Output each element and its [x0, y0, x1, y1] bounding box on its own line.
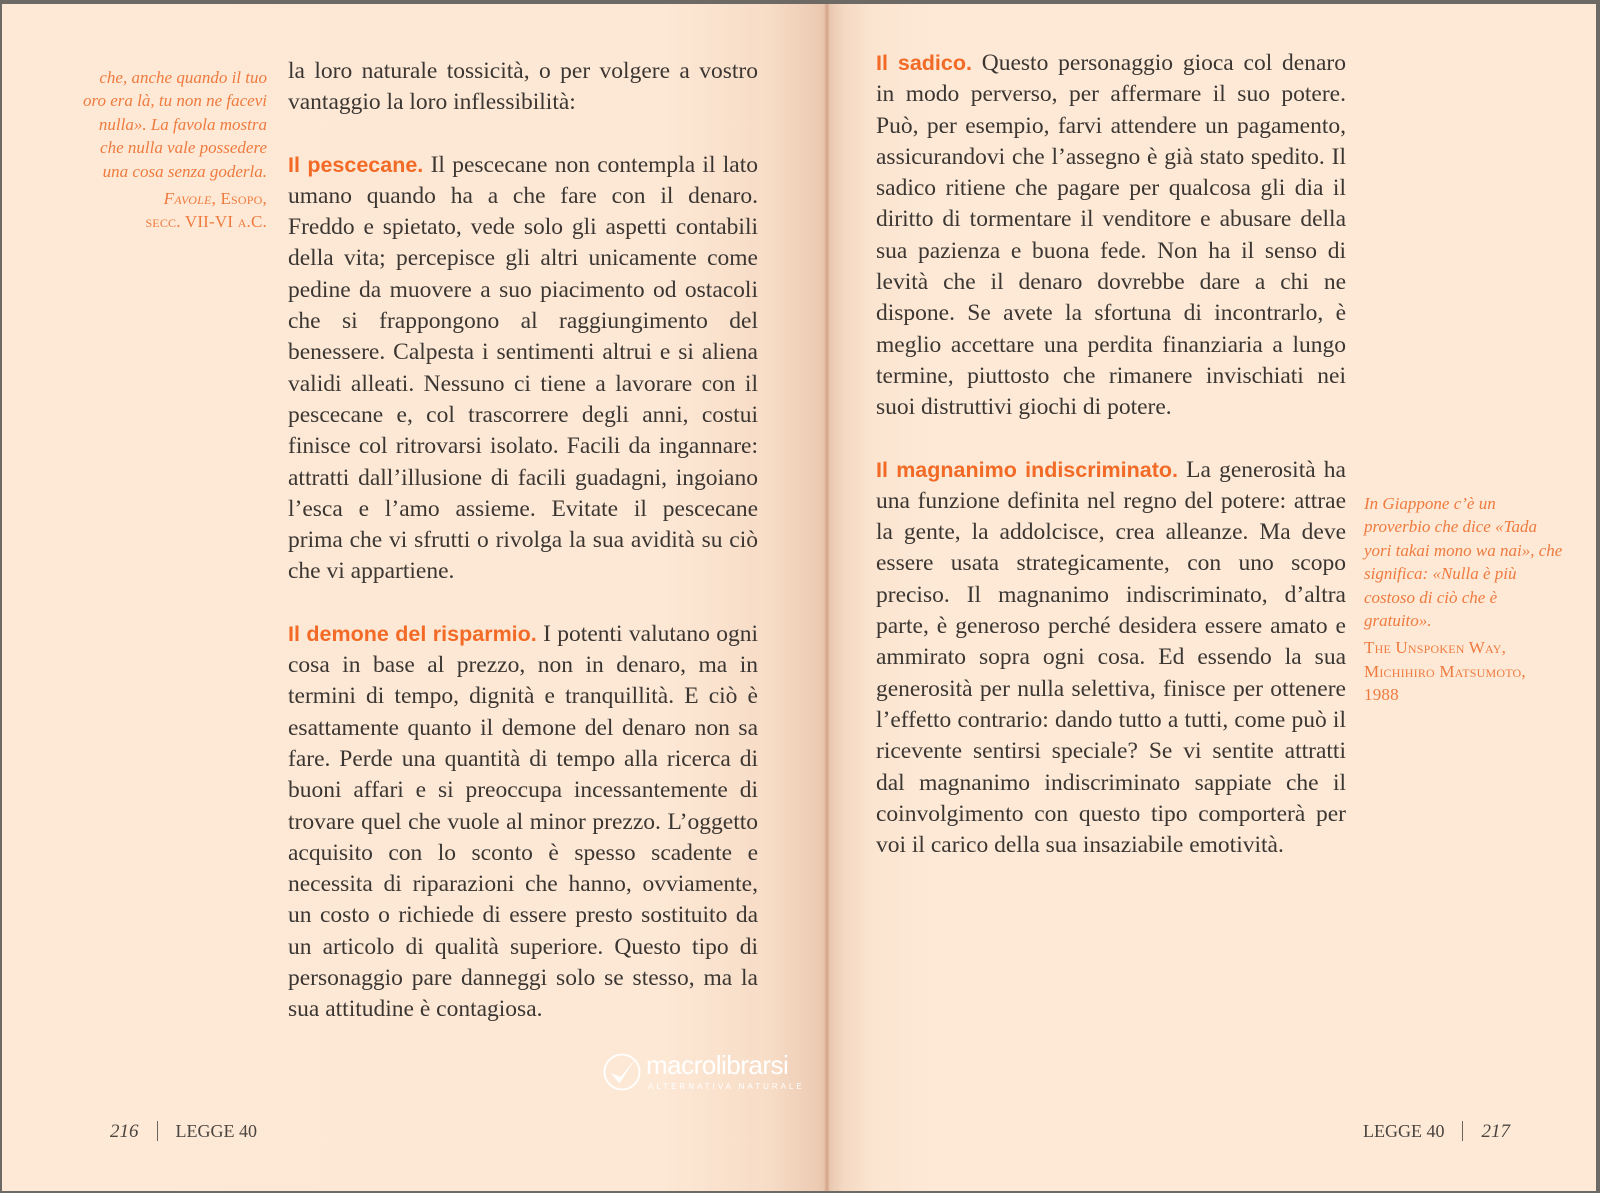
footer-divider: [1462, 1121, 1463, 1141]
attribution-author: , Michihiro Matsumoto, 1988: [1364, 638, 1526, 705]
running-head: LEGGE 40: [175, 1121, 257, 1141]
section-demone-risparmio: [288, 619, 758, 1026]
section-heading: Il demone del risparmio.: [288, 621, 537, 646]
section-text: I potenti valutano ogni cosa in base al prezzo, non in denaro, ma in termini di tempo, dignità e tranquillità. E ciò è esattamente quanto il demone del denaro non sa fare. Perde una quantità di tempo alla ricerca di buoni affari e si preoccupa incessantemente di trovare quel che vuole al minor prezzo. L’oggetto acquisito con lo sconto è spesso scadente e necessita di riparazioni che hanno, ovviamente, un costo o richiede di essere presto sostituito da un articolo di qualità superiore. Questo tipo di personaggio pare danneggi solo se stesso, ma la sua attitudine è contagiosa.: [288, 620, 758, 1023]
section-text: Questo personaggio gioca col denaro in modo perverso, per affermare il suo potere. Può, per esempio, farvi attendere un pagamento, assicurandovi che l’assegno è già stato spedito. Il sadico ritiene che pagare per qualcosa gli dia il diritto di tormentare il venditore e abusare della sua pazienza e buona fede. Non ha il senso di levità che il denaro dovrebbe dare a chi ne dispone. Se avete la sfortuna di incontrarlo, è meglio accettare una perdita finanziaria a lungo termine, piuttosto che rimanere invischiati nei suoi distruttivi giochi di potere.: [876, 50, 1346, 421]
left-page-footer: [110, 1121, 257, 1143]
margin-note-text: che, anche quando il tuo oro era là, tu non ne facevi nulla». La favola mostra che nulla vale possedere una cosa senza goderla.: [83, 68, 267, 181]
watermark-brand: macrolibrarsi: [646, 1050, 789, 1080]
watermark-tagline: ALTERNATIVA NATURALE: [648, 1082, 805, 1091]
section-magnanimo: [876, 455, 1346, 862]
section-text: La generosità ha una funzione definita nel regno del potere: attrae la gente, la addolcisce, crea alleanze. Ma deve essere usata strategicamente, con uno scopo preciso. Il magnanimo indiscriminato, d’altra parte, è generoso perché desidera essere amato e ammirato sopra ogni cosa. Ed essendo la sua generosità per nulla selettiva, finisce per ottenere l’effetto contrario: dando tutto a tutti, come può il ricevente sentirsi speciale? Se vi sentite attratti dal magnanimo indiscriminato sappiate che il coinvolgimento con questo tipo comporterà per voi il carico della sua insaziabile emotività.: [876, 456, 1346, 859]
attribution-title: Favole: [163, 189, 212, 209]
intro-paragraph: la loro naturale tossicità, o per volgere a vostro vantaggio la loro inflessibilità:: [288, 58, 758, 116]
page-number: 217: [1481, 1121, 1510, 1142]
attribution-author: , Esopo,: [211, 189, 267, 209]
running-head: LEGGE 40: [1363, 1121, 1445, 1141]
left-body-column: [288, 56, 758, 1026]
section-heading: Il pescecane.: [288, 152, 424, 177]
section-pescecane: [288, 150, 758, 588]
margin-note-text: In Giappone c’è un proverbio che dice «Tada yori takai mono wa nai», che significa: «Nulla è più costoso di ciò che è gratuito».: [1364, 494, 1563, 631]
section-heading: Il magnanimo indiscriminato.: [876, 457, 1179, 482]
right-margin-note: [1364, 492, 1564, 707]
section-heading: Il sadico.: [876, 51, 972, 75]
section-sadico: [876, 48, 1346, 424]
right-page-footer: [1363, 1121, 1510, 1143]
section-text: Il pescecane non contempla il lato umano quando ha a che fare con il denaro. Freddo e spietato, vede solo gli aspetti contabili della vita; percepisce gli altri unicamente come pedine da muovere a suo piacimento od ostacoli che si frappongono al raggiungimento del benessere. Calpesta i sentimenti altrui e si aliena validi alleati. Nessuno ci tiene a lavorare con il pescecane e, col trascorrere degli anni, costui finisce col ritrovarsi isolato. Facili da ingannare: attratti dall’illusione di facili guadagni, ingoiano l’esca e l’amo assieme. Evitate il pescecane prima che vi sfrutti o rivolga la sua avidità su ciò che vi appartiene.: [288, 151, 758, 585]
margin-note-attribution: [1364, 636, 1564, 706]
right-body-column: [876, 48, 1346, 861]
page-number: 216: [110, 1121, 139, 1142]
margin-note-attribution: [82, 187, 267, 234]
attribution-date: secc. VII-VI a.C.: [145, 212, 267, 232]
book-spine: [824, 4, 830, 1191]
footer-divider: [157, 1121, 158, 1141]
attribution-title: The Unspoken Way: [1364, 638, 1502, 658]
left-margin-note: [82, 66, 267, 234]
book-spread: [2, 4, 1596, 1191]
